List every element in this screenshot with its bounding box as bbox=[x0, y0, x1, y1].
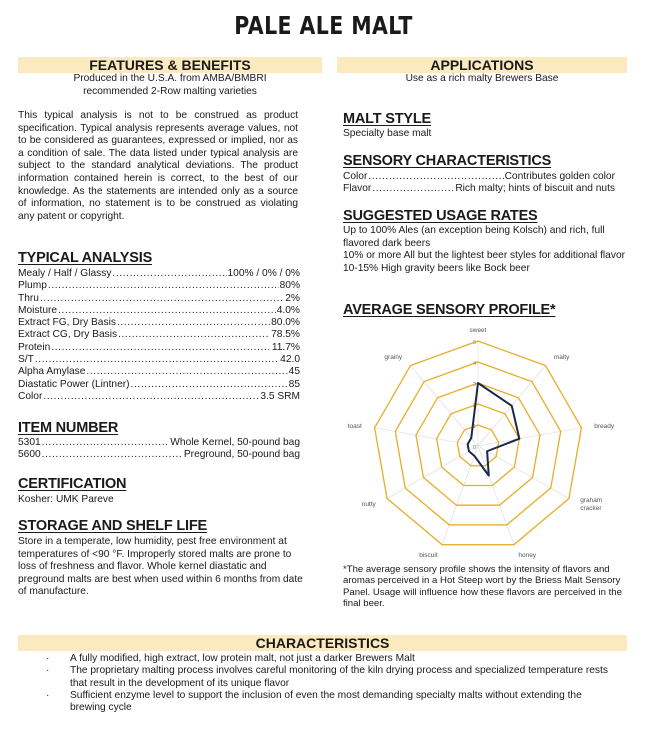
certification-heading: CERTIFICATION bbox=[18, 476, 127, 492]
dot-leader bbox=[86, 366, 287, 378]
characteristics-heading: CHARACTERISTICS bbox=[18, 635, 627, 651]
characteristic-text: The proprietary malting process involves careful monitoring of the kiln drying process and specialized temperature rests that result in the development of its unique flavor bbox=[70, 665, 608, 689]
radar-spoke bbox=[442, 446, 478, 545]
analysis-row-value: 3.5 SRM bbox=[260, 390, 300, 402]
analysis-row-value: 11.7% bbox=[271, 341, 300, 353]
radar-axis-label-word: bready bbox=[594, 422, 615, 430]
analysis-row-value: 42.0 bbox=[280, 354, 300, 366]
analysis-row bbox=[18, 342, 300, 354]
radar-axis-label-word: biscuit bbox=[419, 552, 438, 560]
analysis-row bbox=[18, 268, 300, 280]
usage-heading: SUGGESTED USAGE RATES bbox=[343, 208, 538, 224]
analysis-row-label: Thru bbox=[18, 292, 39, 304]
dot-leader bbox=[43, 391, 259, 403]
dot-leader bbox=[368, 171, 503, 183]
profile-heading: AVERAGE SENSORY PROFILE* bbox=[343, 302, 556, 318]
radar-ring-label: 1 bbox=[472, 424, 476, 430]
sensory-row-value: Contributes golden color bbox=[504, 171, 615, 182]
analysis-row bbox=[18, 366, 300, 378]
features-line-1: Produced in the U.S.A. from AMBA/BMBRI bbox=[73, 73, 267, 84]
dot-leader bbox=[117, 317, 270, 329]
radar-ring-label: 2 bbox=[472, 403, 476, 409]
radar-axis-label bbox=[348, 423, 362, 430]
usage-line: Up to 100% Ales (an exception being Kolsch) and rich, full flavored dark beers bbox=[343, 225, 605, 249]
page-title: PALE ALE MALT bbox=[234, 11, 413, 40]
storage-heading: STORAGE AND SHELF LIFE bbox=[18, 518, 207, 534]
radar-axis-label-word: honey bbox=[518, 552, 537, 560]
dot-leader bbox=[42, 437, 170, 449]
radar-ring-label: 5 bbox=[472, 340, 476, 346]
radar-spoke bbox=[478, 428, 581, 446]
disclaimer-text: This typical analysis is not to be construed as product specification. Typical analysis represents average values, not to be considered as guarantees, expressed or implied, nor as a condition of sale. The data listed under typical analysis are subject to the standard analytical deviations. The product information contained herein is correct, to the best of our knowledge. As the statements are intended only as a source of information, no statement is to be construed as violating any patent or copyright. bbox=[18, 110, 298, 222]
usage-line: 10-15% High gravity beers like Bock beer bbox=[343, 262, 530, 274]
analysis-row-label: Diastatic Power (Lintner) bbox=[18, 378, 130, 390]
item-number-heading: ITEM NUMBER bbox=[18, 420, 119, 436]
malt-style-heading: MALT STYLE bbox=[343, 111, 431, 127]
radar-spoke bbox=[411, 366, 478, 446]
radar-ring-label: 3 bbox=[472, 382, 476, 388]
dot-leader bbox=[112, 268, 226, 280]
radar-axis-label bbox=[419, 552, 438, 559]
item-row-label: 5600 bbox=[18, 449, 41, 461]
radar-axis-label bbox=[580, 497, 602, 512]
sensory-row-label: Color bbox=[343, 171, 368, 182]
bullet-icon: · bbox=[46, 653, 50, 664]
item-row-value: Preground, 50-pound bag bbox=[183, 449, 300, 461]
analysis-row bbox=[18, 329, 300, 341]
storage-text: Store in a temperate, low humidity, pest free environment at temperatures of <90 °F. Improperly stored malts are prone to loss of freshness and flavor. Whole kernel diastatic and preground malts are best when used within 6 months from date of manufacture. bbox=[18, 536, 303, 598]
radar-axis-label bbox=[554, 354, 570, 361]
usage-line: 10% or more All but the lightest beer styles for additional flavor bbox=[343, 250, 626, 262]
certification-text: Kosher: UMK Pareve bbox=[18, 494, 114, 505]
radar-ring-label: 0 bbox=[472, 445, 476, 451]
analysis-row-value: 45 bbox=[288, 366, 300, 378]
radar-axis-label-word: sweet bbox=[469, 327, 487, 334]
analysis-row-label: Extract CG, Dry Basis bbox=[18, 329, 118, 341]
analysis-row bbox=[18, 354, 300, 366]
analysis-row bbox=[18, 391, 300, 403]
dot-leader bbox=[51, 342, 271, 354]
radar-axis-label bbox=[594, 423, 615, 430]
dot-leader bbox=[131, 379, 288, 391]
radar-axis-label bbox=[518, 552, 536, 559]
sensory-heading: SENSORY CHARACTERISTICS bbox=[343, 153, 552, 169]
bullet-icon: · bbox=[46, 665, 50, 677]
radar-axis-label-word: grainy bbox=[384, 354, 403, 362]
sensory-row-value: Rich malty; hints of biscuit and nuts bbox=[455, 183, 615, 195]
analysis-row-value: 78.5% bbox=[271, 329, 300, 341]
dot-leader bbox=[48, 280, 279, 292]
sensory-row bbox=[343, 183, 615, 195]
item-row-label: 5301 bbox=[18, 437, 41, 448]
applications-text: Use as a rich malty Brewers Base bbox=[405, 73, 559, 84]
features-line-2: recommended 2-Row malting varieties bbox=[83, 85, 257, 97]
radar-axis-label-word: graham bbox=[580, 497, 603, 504]
analysis-row-value: 100% / 0% / 0% bbox=[227, 268, 300, 279]
bullet-icon: · bbox=[46, 689, 50, 701]
features-heading: FEATURES & BENEFITS bbox=[18, 57, 322, 73]
analysis-row bbox=[18, 280, 300, 292]
radar-spoke bbox=[387, 446, 478, 499]
analysis-row-label: Plump bbox=[18, 280, 47, 292]
analysis-row bbox=[18, 379, 300, 391]
dot-leader bbox=[40, 293, 284, 305]
applications-heading: APPLICATIONS bbox=[337, 57, 627, 73]
radar-axis-label-word: malty bbox=[553, 354, 570, 362]
analysis-row bbox=[18, 305, 300, 317]
dot-leader bbox=[42, 449, 183, 461]
analysis-row-label: Protein bbox=[18, 341, 51, 353]
sensory-table bbox=[343, 171, 615, 196]
item-row bbox=[18, 437, 300, 449]
characteristic-item bbox=[18, 653, 618, 665]
radar-axis-label-word: cracker bbox=[580, 505, 602, 512]
radar-spoke bbox=[478, 446, 514, 545]
characteristic-item bbox=[18, 665, 618, 690]
radar-spoke bbox=[478, 446, 569, 499]
analysis-row-label: Extract FG, Dry Basis bbox=[18, 317, 116, 329]
radar-axis-label bbox=[384, 354, 402, 361]
sensory-radar-chart bbox=[343, 322, 627, 562]
usage-list bbox=[343, 225, 627, 275]
typical-analysis-table bbox=[18, 268, 300, 403]
typical-analysis-heading: TYPICAL ANALYSIS bbox=[18, 250, 153, 266]
analysis-row-label: Mealy / Half / Glassy bbox=[18, 268, 112, 279]
radar-axis-label bbox=[470, 327, 487, 334]
characteristics-list bbox=[18, 653, 618, 714]
analysis-row-value: 85 bbox=[288, 378, 300, 390]
analysis-row-label: Moisture bbox=[18, 304, 58, 316]
analysis-row-value: 80% bbox=[279, 280, 300, 292]
item-row-value: Whole Kernel, 50-pound bag bbox=[170, 437, 300, 448]
radar-ring-label: 4 bbox=[472, 361, 476, 367]
characteristic-item bbox=[18, 690, 618, 715]
dot-leader bbox=[58, 305, 276, 317]
radar-axis-label-word: toast bbox=[347, 422, 362, 430]
analysis-row-value: 80.0% bbox=[271, 317, 300, 329]
radar-spoke bbox=[375, 428, 478, 446]
profile-footnote: *The average sensory profile shows the intensity of flavors and aromas perceived in a Hot Steep wort by the Briess Malt Sensory Panel. Usage will influence how these flavors are perceived in the final beer. bbox=[343, 564, 622, 610]
analysis-row-value: 4.0% bbox=[276, 304, 300, 316]
analysis-row-value: 2% bbox=[285, 292, 300, 304]
features-intro bbox=[18, 73, 322, 99]
analysis-row bbox=[18, 317, 300, 329]
malt-style-text: Specialty base malt bbox=[343, 128, 432, 139]
radar-axis-label-word: nutty bbox=[361, 501, 376, 508]
analysis-row-label: Alpha Amylase bbox=[18, 366, 86, 378]
radar-axis-label bbox=[362, 501, 377, 508]
dot-leader bbox=[118, 329, 270, 341]
characteristic-text: A fully modified, high extract, low protein malt, not just a darker Brewers Malt bbox=[70, 653, 415, 664]
sensory-row bbox=[343, 171, 615, 183]
dot-leader bbox=[35, 354, 279, 366]
characteristic-text: Sufficient enzyme level to support the inclusion of even the most demanding specialty malts without extending the brewing cycle bbox=[70, 689, 582, 714]
analysis-row-label: Color bbox=[18, 390, 43, 402]
sensory-row-label: Flavor bbox=[343, 183, 372, 195]
item-row bbox=[18, 449, 300, 461]
analysis-row bbox=[18, 293, 300, 305]
item-number-table bbox=[18, 437, 300, 462]
analysis-row-label: S/T bbox=[18, 354, 34, 366]
dot-leader bbox=[372, 183, 454, 195]
